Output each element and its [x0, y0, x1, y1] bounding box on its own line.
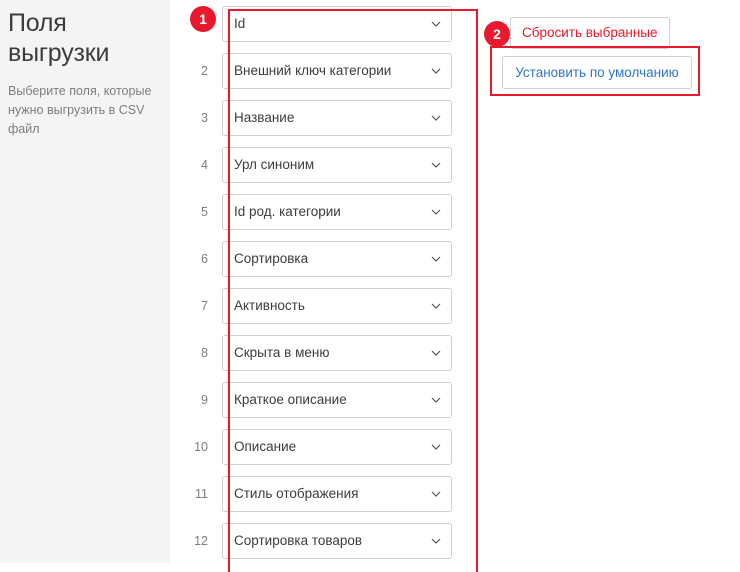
- field-select-value: Краткое описание: [234, 392, 347, 407]
- field-select-value: Внешний ключ категории: [234, 63, 392, 78]
- reset-selected-button[interactable]: Сбросить выбранные: [510, 17, 670, 49]
- field-select-value: Название: [234, 110, 295, 125]
- field-select-5[interactable]: [222, 194, 452, 230]
- annotation-badge-2: 2: [484, 21, 510, 47]
- row-number: 11: [195, 486, 208, 501]
- chevron-down-icon: [431, 536, 441, 546]
- export-fields-list: [186, 0, 476, 563]
- row-number: 6: [201, 251, 208, 266]
- field-select-12[interactable]: [222, 523, 452, 559]
- list-item: [186, 423, 476, 470]
- page-title: Поля выгрузки: [8, 9, 110, 67]
- field-select-11[interactable]: [222, 476, 452, 512]
- field-select-value: Урл синоним: [234, 157, 315, 172]
- sidebar: [0, 0, 170, 563]
- list-item: [186, 0, 476, 47]
- field-select-9[interactable]: [222, 382, 452, 418]
- chevron-down-icon: [431, 489, 441, 499]
- chevron-down-icon: [431, 160, 441, 170]
- field-select-value: Id род. категории: [234, 204, 341, 219]
- sidebar-description: Выберите поля, которые нужно выгрузить в CSV файл: [8, 84, 152, 136]
- chevron-down-icon: [431, 348, 441, 358]
- list-item: [186, 47, 476, 94]
- field-select-7[interactable]: [222, 288, 452, 324]
- field-select-value: Стиль отображения: [234, 486, 359, 501]
- row-number: 5: [201, 204, 208, 219]
- set-default-highlight: [490, 46, 700, 96]
- chevron-down-icon: [431, 66, 441, 76]
- chevron-down-icon: [431, 301, 441, 311]
- row-number: 3: [201, 110, 208, 125]
- field-select-value: Сортировка товаров: [234, 533, 363, 548]
- field-select-value: Id: [234, 16, 246, 31]
- field-select-6[interactable]: [222, 241, 452, 277]
- field-select-value: Скрыта в меню: [234, 345, 330, 360]
- field-select-2[interactable]: [222, 53, 452, 89]
- chevron-down-icon: [431, 113, 441, 123]
- field-select-10[interactable]: [222, 429, 452, 465]
- list-item: [186, 188, 476, 235]
- field-select-value: Активность: [234, 298, 305, 313]
- chevron-down-icon: [431, 442, 441, 452]
- chevron-down-icon: [431, 19, 441, 29]
- row-number: 8: [201, 345, 208, 360]
- set-default-button[interactable]: Установить по умолчанию: [502, 56, 692, 89]
- list-item: [186, 470, 476, 517]
- field-select-8[interactable]: [222, 335, 452, 371]
- field-select-4[interactable]: [222, 147, 452, 183]
- row-number: 7: [201, 298, 208, 313]
- list-item: [186, 235, 476, 282]
- list-item: [186, 517, 476, 564]
- list-item: [186, 141, 476, 188]
- field-select-3[interactable]: [222, 100, 452, 136]
- chevron-down-icon: [431, 254, 441, 264]
- field-select-value: Сортировка: [234, 251, 309, 266]
- list-item: [186, 94, 476, 141]
- chevron-down-icon: [431, 207, 441, 217]
- list-item: [186, 329, 476, 376]
- row-number: 10: [194, 439, 208, 454]
- field-select-value: Описание: [234, 439, 297, 454]
- row-number: 9: [201, 392, 208, 407]
- list-item: [186, 376, 476, 423]
- list-item: [186, 282, 476, 329]
- field-select-1[interactable]: [222, 6, 452, 42]
- row-number: 2: [201, 63, 208, 78]
- chevron-down-icon: [431, 395, 441, 405]
- row-number: 4: [201, 157, 208, 172]
- annotation-badge-1: 1: [190, 6, 216, 32]
- row-number: 12: [194, 533, 208, 548]
